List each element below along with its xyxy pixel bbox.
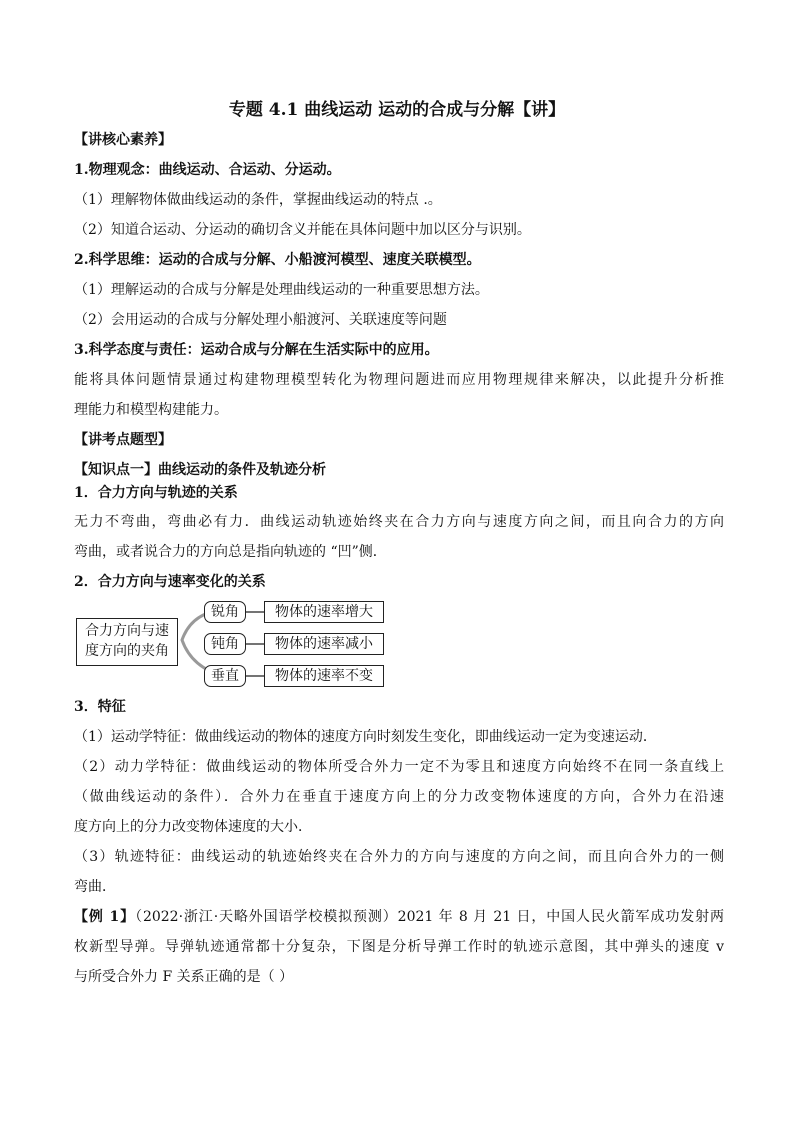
page-title: 专题 4.1 曲线运动 运动的合成与分解【讲】 [228,100,566,120]
example-1-line-3: 与所受合外力 F 关系正确的是（ ） [74,969,294,985]
main-angle-line-1: 合力方向与速 [85,623,169,639]
main-angle-box [76,618,178,666]
thinking-item-2: （2）会用运动的合成与分解处理小船渡河、关联速度等问题 [74,312,447,328]
angle-speed-diagram [74,600,394,690]
thinking-heading: 2.科学思维：运动的合成与分解、小船渡河模型、速度关联模型。 [74,252,481,268]
example-1-text-1: （2022·浙江·天略外国语学校模拟预测）2021 年 8 月 21 日，中国人民火箭军成功发射两 [135,909,724,925]
core-heading: 【讲核心素养】 [74,132,172,148]
attitude-heading: 3.科学态度与责任：运动合成与分解在生活实际中的应用。 [74,342,439,358]
subsection-1-line-1: 无力不弯曲，弯曲必有力．曲线运动轨迹始终夹在合力方向与速度方向之间，而且向合力的方向 [74,514,724,530]
concept-item-1: （1）理解物体做曲线运动的条件，掌握曲线运动的特点 .。 [74,192,442,208]
feature-3-line-1: （3）轨迹特征：曲线运动的轨迹始终夹在合外力的方向与速度的方向之间，而且向合外力的一侧 [74,849,724,865]
topic-heading: 【讲考点题型】 [74,432,172,448]
feature-1: （1）运动学特征：做曲线运动的物体的速度方向时刻发生变化，即曲线运动一定为变速运动． [74,729,657,745]
obtuse-result-box: 物体的速率减小 [264,633,384,655]
perpendicular-result-box: 物体的速率不变 [264,665,384,687]
feature-2-line-2: （做曲线运动的条件）．合外力在垂直于速度方向上的分力改变物体速度的方向，合外力在沿速 [74,789,724,805]
concept-item-2: （2）知道合运动、分运动的确切含义并能在具体问题中加以区分与识别。 [74,222,531,238]
perpendicular-angle-box: 垂直 [204,665,246,687]
obtuse-angle-box: 钝角 [204,633,246,655]
subsection-3-heading: 3．特征 [74,699,126,715]
example-1-line-1 [74,907,724,927]
subsection-2-heading: 2．合力方向与速率变化的关系 [74,574,266,590]
main-angle-line-2: 度方向的夹角 [85,643,169,659]
subsection-1-heading: 1．合力方向与轨迹的关系 [74,485,238,501]
attitude-paragraph-line-1: 能将具体问题情景通过构建物理模型转化为物理问题进而应用物理规律来解决，以此提升分析推 [74,372,724,388]
subsection-1-line-2: 弯曲，或者说合力的方向总是指向轨迹的 “凹”侧． [74,544,387,560]
example-1-line-2: 枚新型导弹。导弹轨迹通常都十分复杂，下图是分析导弹工作时的轨迹示意图，其中弹头的速度 v [74,939,724,955]
acute-angle-box: 锐角 [204,601,246,623]
feature-3-line-2: 弯曲． [74,879,116,895]
concept-heading: 1.物理观念：曲线运动、合运动、分运动。 [74,162,341,178]
acute-result-box: 物体的速率增大 [264,601,384,623]
knowledge-point-1-heading: 【知识点一】曲线运动的条件及轨迹分析 [74,462,326,478]
feature-2-line-3: 度方向上的分力改变物体速度的大小． [74,819,312,835]
feature-2-line-1: （2）动力学特征：做曲线运动的物体所受合外力一定不为零且和速度方向始终不在同一条直线上 [74,759,724,775]
attitude-paragraph-line-2: 理能力和模型构建能力。 [74,402,228,418]
example-1-label: 【例 1】 [74,909,136,925]
thinking-item-1: （1）理解运动的合成与分解是处理曲线运动的一种重要思想方法。 [74,282,489,298]
